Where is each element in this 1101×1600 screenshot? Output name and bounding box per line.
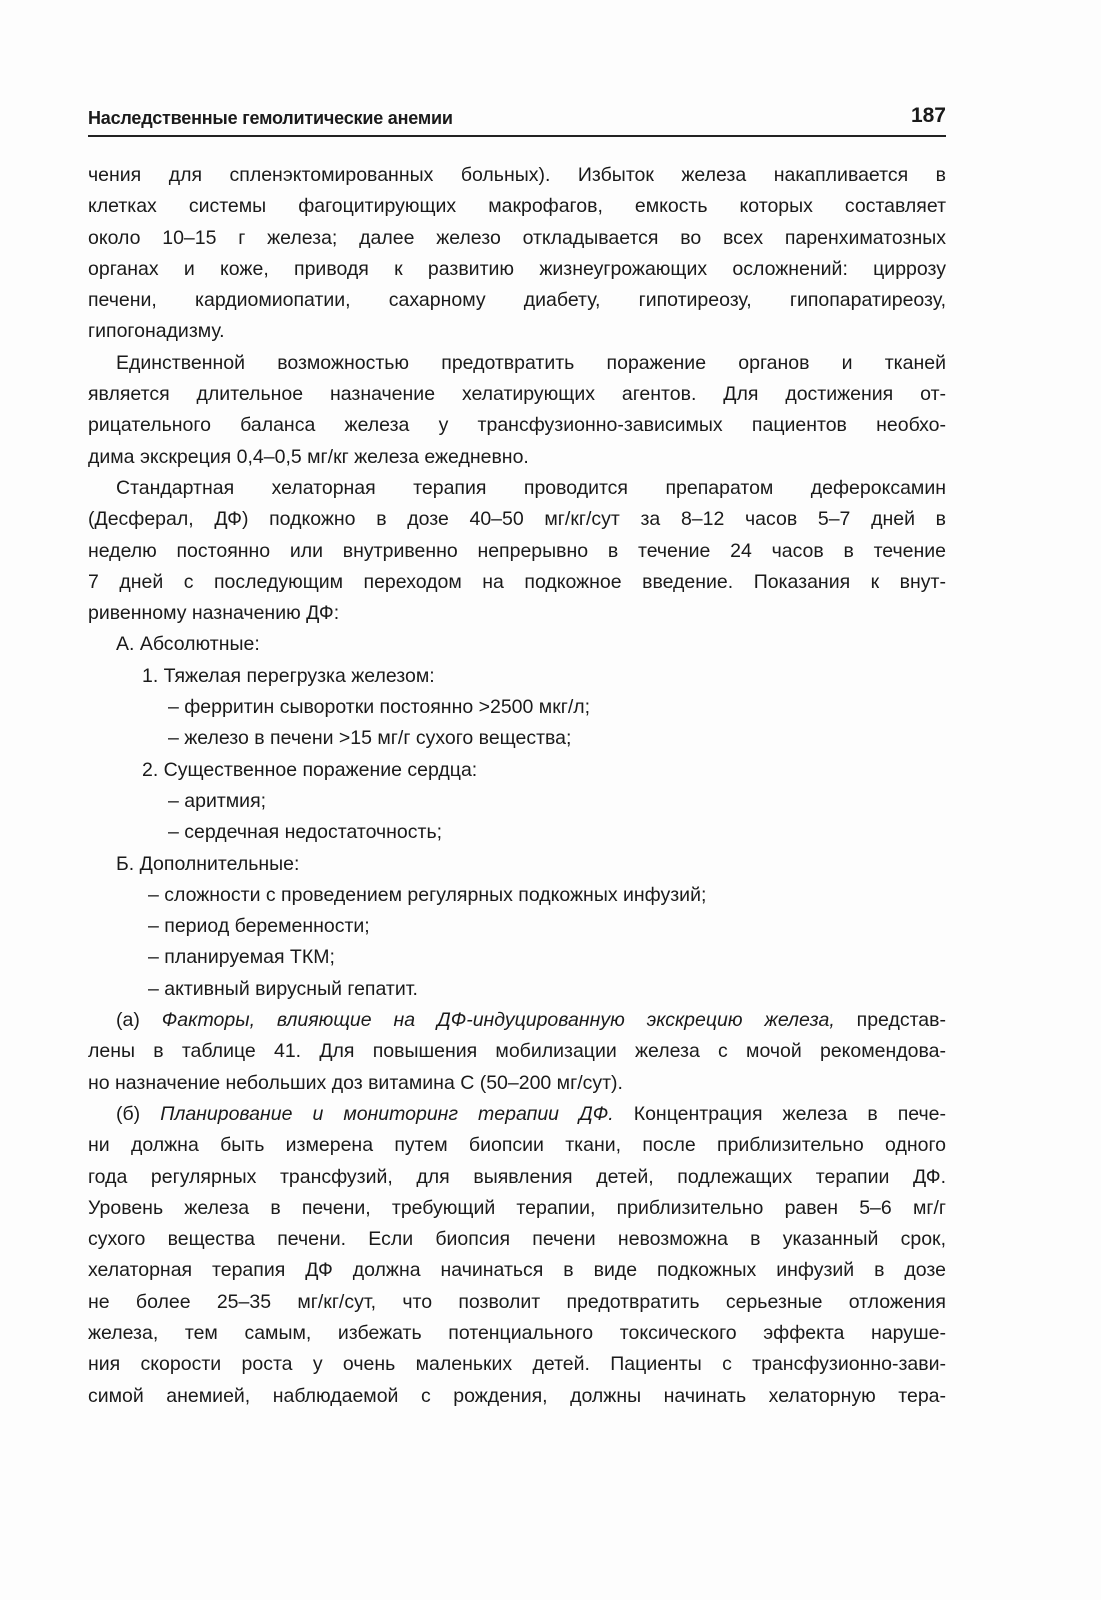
text-line: сухого вещества печени. Если биопсия печени невозможна в указанный срок, (88, 1228, 946, 1251)
text-line: не более 25–35 мг/кг/сут, что позволит предотвратить серьезные отложения (88, 1290, 946, 1313)
list-item: 2. Существенное поражение сердца: (142, 758, 478, 781)
list-subitem: – аритмия; (168, 789, 267, 812)
text-line: ни должна быть измерена путем биопсии ткани, после приблизительно одного (88, 1134, 946, 1157)
paragraph-marker: (б) (116, 1102, 161, 1125)
text-line: является длительное назначение хелатирующих агентов. Для достижения от- (88, 383, 946, 406)
text-line: ния скорости роста у очень маленьких детей. Пациенты с трансфузионно-зави- (88, 1353, 946, 1376)
text-line: хелаторная терапия ДФ должна начинаться в виде подкожных инфузий в дозе (88, 1259, 946, 1282)
text-line: неделю постоянно или внутривенно непрерывно в течение 24 часов в течение (88, 539, 946, 562)
text-line: Уровень железа в печени, требующий терапии, приблизительно равен 5–6 мг/г (88, 1196, 946, 1219)
text-line: дима экскреция 0,4–0,5 мг/кг железа ежедневно. (88, 445, 529, 468)
page-header (88, 104, 946, 134)
text-line: гипогонадизму. (88, 320, 225, 343)
list-subitem: – ферритин сыворотки постоянно >2500 мкг/л; (168, 696, 591, 719)
text-line: чения для спленэктомированных больных). Избыток железа накапливается в (88, 164, 946, 186)
list-heading: Б. Дополнительные: (116, 852, 300, 875)
text-line: Стандартная хелаторная терапия проводится препаратом дефероксамин (116, 476, 946, 499)
text-line: года регулярных трансфузий, для выявления детей, подлежащих терапии ДФ. (88, 1165, 946, 1188)
text-line: 7 дней с последующим переходом на подкожное введение. Показания к внут- (88, 570, 946, 593)
text-line (88, 1099, 946, 1130)
list-item: – сложности с проведением регулярных подкожных инфузий; (148, 883, 707, 906)
text-line: но назначение небольших доз витамина С (50–200 мг/сут). (88, 1071, 623, 1094)
text-line: печени, кардиомиопатии, сахарному диабету, гипотиреозу, гипопаратиреозу, (88, 289, 946, 312)
text-line: около 10–15 г железа; далее железо откладывается во всех паренхиматозных (88, 226, 946, 249)
text-line: симой анемией, наблюдаемой с рождения, должны начинать хелаторную тера- (88, 1384, 946, 1407)
list-item: 1. Тяжелая перегрузка железом: (142, 664, 435, 687)
italic-heading: Планирование и мониторинг терапии ДФ. (160, 1102, 614, 1125)
list-item: – активный вирусный гепатит. (148, 977, 418, 1000)
text-line: клетках системы фагоцитирующих макрофагов, емкость которых составляет (88, 195, 946, 218)
text-line: ривенному назначению ДФ: (88, 602, 340, 625)
page-body (88, 160, 946, 1412)
running-title: Наследственные гемолитические анемии (88, 108, 453, 128)
text-line: (Десферал, ДФ) подкожно в дозе 40–50 мг/кг/сут за 8–12 часов 5–7 дней в (88, 508, 946, 531)
text-line: Единственной возможностью предотвратить поражение органов и тканей (116, 351, 946, 374)
text-line: органах и коже, приводя к развитию жизнеугрожающих осложнений: циррозу (88, 257, 946, 280)
text-fragment: представ- (834, 1009, 947, 1032)
text-line: лены в таблице 41. Для повышения мобилизации железа с мочой рекомендова- (88, 1040, 946, 1063)
text-line: рицательного баланса железа у трансфузионно-зависимых пациентов необхо- (88, 414, 946, 437)
text-line: железа, тем самым, избежать потенциального токсического эффекта наруше- (88, 1321, 946, 1344)
list-heading: А. Абсолютные: (116, 633, 260, 656)
text-line (88, 1005, 946, 1036)
list-subitem: – сердечная недостаточность; (168, 821, 443, 844)
list-item: – планируемая ТКМ; (148, 946, 335, 969)
list-subitem: – железо в печени >15 мг/г сухого вещества; (168, 727, 572, 750)
page-number: 187 (910, 104, 946, 127)
italic-heading: Факторы, влияющие на ДФ-индуцированную экскрецию железа, (161, 1009, 835, 1032)
paragraph-marker: (а) (116, 1009, 162, 1032)
header-rule (88, 135, 946, 137)
list-item: – период беременности; (148, 915, 370, 938)
text-fragment: Концентрация железа в пече- (613, 1102, 946, 1125)
